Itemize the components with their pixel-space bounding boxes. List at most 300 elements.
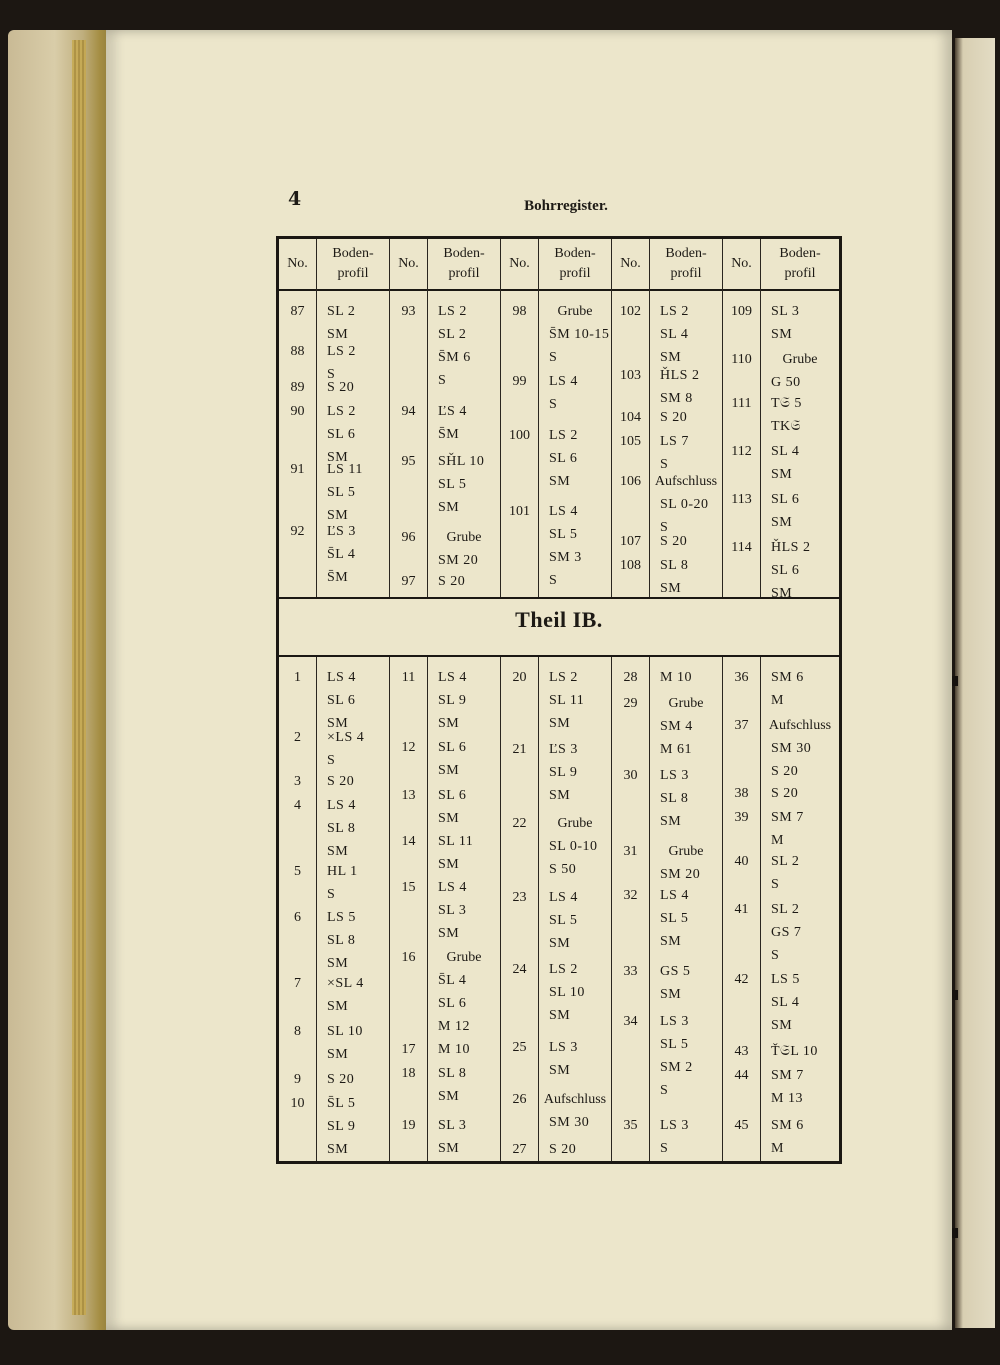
profile-layer: LS 5 (771, 972, 800, 987)
profile-layer: LS 4 (327, 798, 356, 813)
profile-layer: SL 2 (771, 854, 800, 869)
profile-layer: ×SL 4 (327, 976, 364, 991)
profile-layer: SL 5 (660, 911, 689, 926)
profile-layer: LS 2 (327, 344, 356, 359)
profile-layer: S (549, 573, 558, 588)
bore-number: 87 (290, 304, 305, 319)
header-no: No. (279, 239, 316, 291)
no-column-body (390, 291, 427, 597)
profile-layer: SL 3 (438, 903, 467, 918)
profile-layer: SL 3 (438, 1118, 467, 1133)
profile-layer: M 13 (771, 1091, 803, 1106)
profile-column (761, 657, 839, 1161)
profile-layer: M 61 (660, 742, 692, 757)
bore-number: 107 (620, 534, 641, 549)
profile-layer: S̄M (438, 427, 460, 442)
bore-number: 110 (731, 352, 752, 367)
profile-layer: SM 4 (660, 719, 693, 734)
profile-column (428, 657, 501, 1161)
profile-layer: LS 4 (438, 880, 467, 895)
bore-number: 114 (731, 540, 752, 555)
no-column-body (279, 291, 316, 597)
profile-layer: LS 3 (660, 768, 689, 783)
profile-layer: SM (327, 716, 349, 731)
profile-layer: Grube (668, 696, 704, 711)
profile-layer: SM (549, 716, 571, 731)
profile-layer: SM (660, 350, 682, 365)
profile-layer: S 20 (660, 534, 688, 549)
header-profile: Boden- profil (650, 239, 722, 291)
bore-number: 45 (734, 1118, 749, 1133)
no-column (390, 657, 428, 1161)
no-column (279, 239, 317, 597)
scan-mark (952, 1228, 958, 1238)
bore-number: 28 (623, 670, 638, 685)
running-head: Bohrregister. (524, 198, 608, 214)
no-column (501, 239, 539, 597)
profile-layer: LS 2 (660, 304, 689, 319)
profile-layer: GS 5 (660, 964, 691, 979)
header-profile: Boden- profil (761, 239, 839, 291)
profile-layer: T𝔖 5 (771, 396, 802, 411)
profile-layer: SM (660, 987, 682, 1002)
section-title: Theil IB. (515, 607, 603, 632)
bore-number: 7 (294, 976, 301, 991)
bore-number: 104 (620, 410, 641, 425)
no-column-body (723, 657, 760, 1161)
profile-layer: S (549, 397, 558, 412)
profile-layer: SM (327, 999, 349, 1014)
bore-number: 44 (734, 1068, 749, 1083)
profile-layer: SM (660, 814, 682, 829)
profile-column-body (317, 291, 389, 597)
profile-column (650, 239, 723, 597)
profile-layer: S 20 (438, 574, 466, 589)
book-page-edges (8, 30, 112, 1330)
profile-layer: SM (438, 811, 460, 826)
profile-layer: Grube (782, 352, 818, 367)
bore-number: 35 (623, 1118, 638, 1133)
bore-number: 105 (620, 434, 641, 449)
section-divider-top (279, 597, 839, 599)
profile-layer: SM 6 (771, 670, 804, 685)
no-column-body (612, 291, 649, 597)
bore-number: 6 (294, 910, 301, 925)
bore-number: 18 (401, 1066, 416, 1081)
bore-number: 95 (401, 454, 416, 469)
profile-layer: Grube (446, 530, 482, 545)
profile-layer: SL 6 (327, 693, 356, 708)
profile-layer: G 50 (771, 375, 801, 390)
profile-layer: SL 0-20 (660, 497, 709, 512)
profile-layer: S (327, 753, 336, 768)
profile-layer: SL 5 (549, 527, 578, 542)
profile-layer: S (660, 1083, 669, 1098)
bore-number: 20 (512, 670, 527, 685)
profile-column (428, 239, 501, 597)
profile-layer: SL 4 (771, 995, 800, 1010)
profile-column-body (317, 657, 389, 1161)
profile-layer: ȞLS 2 (771, 540, 811, 555)
profile-layer: LS 7 (660, 434, 689, 449)
no-column (612, 239, 650, 597)
profile-layer: SM (327, 327, 349, 342)
profile-column-body (428, 657, 500, 1161)
bore-number: 36 (734, 670, 749, 685)
profile-layer: SM (327, 508, 349, 523)
profile-column-body (650, 657, 722, 1161)
bore-number: 3 (294, 774, 301, 789)
profile-column-body (428, 291, 500, 597)
profile-layer: SM (327, 450, 349, 465)
bore-number: 10 (290, 1096, 305, 1111)
bore-number: 38 (734, 786, 749, 801)
bore-number: 15 (401, 880, 416, 895)
profile-layer: LS 4 (549, 374, 578, 389)
profile-column-body (539, 657, 611, 1161)
profile-layer: M 10 (438, 1042, 470, 1057)
header-no: No. (723, 239, 760, 291)
profile-layer: SM (438, 857, 460, 872)
profile-layer: SL 9 (327, 1119, 356, 1134)
scan-mark (952, 990, 958, 1000)
profile-layer: SM (438, 716, 460, 731)
profile-layer: Grube (668, 844, 704, 859)
header-profile: Boden- profil (317, 239, 389, 291)
profile-layer: ĽS 3 (327, 524, 356, 539)
profile-layer: TK𝔖 (771, 419, 801, 434)
bore-number: 108 (620, 558, 641, 573)
profile-layer: LS 4 (549, 504, 578, 519)
profile-layer: M (771, 693, 784, 708)
profile-layer: S (771, 948, 780, 963)
bore-number: 29 (623, 696, 638, 711)
profile-layer: S (660, 457, 669, 472)
profile-layer: SL 6 (438, 740, 467, 755)
profile-layer: SM (771, 467, 793, 482)
profile-layer: LS 3 (549, 1040, 578, 1055)
bore-number: 94 (401, 404, 416, 419)
profile-layer: SM (549, 1008, 571, 1023)
profile-layer: SL 10 (327, 1024, 363, 1039)
profile-layer: LS 2 (549, 670, 578, 685)
bore-number: 93 (401, 304, 416, 319)
profile-layer: ×LS 4 (327, 730, 365, 745)
bore-number: 22 (512, 816, 527, 831)
profile-layer: Grube (446, 950, 482, 965)
bore-register-table (276, 236, 842, 1164)
profile-layer: SL 5 (327, 485, 356, 500)
profile-layer: LS 5 (327, 910, 356, 925)
profile-layer: SM (438, 500, 460, 515)
bore-number: 97 (401, 574, 416, 589)
bore-number: 19 (401, 1118, 416, 1133)
no-column (390, 239, 428, 597)
bore-number: 109 (731, 304, 752, 319)
profile-layer: SM (549, 788, 571, 803)
profile-layer: SL 4 (771, 444, 800, 459)
bore-number: 12 (401, 740, 416, 755)
header-no: No. (501, 239, 538, 291)
no-column-body (279, 657, 316, 1161)
no-column (612, 657, 650, 1161)
bore-number: 17 (401, 1042, 416, 1057)
profile-layer: SL 6 (771, 492, 800, 507)
profile-layer: SL 8 (660, 558, 689, 573)
bore-number: 5 (294, 864, 301, 879)
bore-number: 9 (294, 1072, 301, 1087)
profile-layer: SM (549, 1063, 571, 1078)
profile-layer: SL 8 (327, 933, 356, 948)
profile-column (650, 657, 723, 1161)
profile-layer: SM (327, 844, 349, 859)
bore-number: 106 (620, 474, 641, 489)
bore-number: 42 (734, 972, 749, 987)
profile-column-body (761, 657, 839, 1161)
bore-number: 41 (734, 902, 749, 917)
profile-layer: M 10 (660, 670, 692, 685)
profile-layer: S 20 (327, 380, 355, 395)
bore-number: 88 (290, 344, 305, 359)
profile-layer: Grube (557, 304, 593, 319)
bore-number: 99 (512, 374, 527, 389)
profile-layer: SL 4 (660, 327, 689, 342)
bore-number: 92 (290, 524, 305, 539)
profile-layer: S 20 (771, 786, 799, 801)
profile-layer: SM (771, 515, 793, 530)
profile-layer: M (771, 833, 784, 848)
no-column (723, 239, 761, 597)
profile-layer: Ť𝔖L 10 (771, 1044, 818, 1059)
profile-layer: SM 3 (549, 550, 582, 565)
profile-layer: S̄M (327, 570, 349, 585)
no-column-body (390, 657, 427, 1161)
profile-layer: SM 8 (660, 391, 693, 406)
profile-layer: LS 4 (327, 670, 356, 685)
profile-layer: LS 2 (549, 962, 578, 977)
profile-layer: LS 2 (327, 404, 356, 419)
bore-number: 32 (623, 888, 638, 903)
profile-layer: ĽS 3 (549, 742, 578, 757)
profile-layer: M 12 (438, 1019, 470, 1034)
profile-layer: S̄L 4 (327, 547, 356, 562)
profile-layer: SL 5 (549, 913, 578, 928)
no-column-body (501, 291, 538, 597)
profile-layer: S 20 (660, 410, 688, 425)
profile-layer: S̄M 10-15 (549, 327, 610, 342)
profile-column-body (539, 291, 611, 597)
profile-layer: SL 6 (327, 427, 356, 442)
profile-layer: SM 7 (771, 810, 804, 825)
profile-layer: HL 1 (327, 864, 358, 879)
profile-layer: ĽS 4 (438, 404, 467, 419)
bore-number: 96 (401, 530, 416, 545)
no-column-body (723, 291, 760, 597)
profile-layer: LS 4 (438, 670, 467, 685)
profile-layer: Aufschluss (768, 718, 832, 733)
profile-layer: S 50 (549, 862, 577, 877)
profile-layer: LS 2 (549, 428, 578, 443)
no-column-body (612, 657, 649, 1161)
profile-column (539, 657, 612, 1161)
profile-layer: SL 0-10 (549, 839, 598, 854)
profile-layer: SL 10 (549, 985, 585, 1000)
header-profile: Boden- profil (428, 239, 500, 291)
profile-layer: SM (660, 581, 682, 596)
profile-layer: LS 3 (660, 1014, 689, 1029)
profile-column (317, 239, 390, 597)
profile-layer: S (327, 887, 336, 902)
profile-layer: S 20 (327, 774, 355, 789)
profile-layer: S̄L 5 (327, 1096, 356, 1111)
profile-layer: SL 9 (438, 693, 467, 708)
bore-number: 8 (294, 1024, 301, 1039)
bore-number: 89 (290, 380, 305, 395)
bore-number: 112 (731, 444, 752, 459)
profile-layer: SM (438, 1089, 460, 1104)
profile-column (317, 657, 390, 1161)
bore-number: 30 (623, 768, 638, 783)
profile-layer: LS 4 (660, 888, 689, 903)
bore-number: 33 (623, 964, 638, 979)
profile-layer: GS 7 (771, 925, 802, 940)
profile-layer: Grube (557, 816, 593, 831)
profile-layer: SL 6 (438, 788, 467, 803)
profile-layer: S (660, 1141, 669, 1156)
bore-number: 98 (512, 304, 527, 319)
profile-layer: SL 3 (771, 304, 800, 319)
profile-layer: S (438, 373, 447, 388)
page-number: 4 (288, 188, 302, 210)
bore-number: 102 (620, 304, 641, 319)
profile-layer: SM 7 (771, 1068, 804, 1083)
profile-layer: S 20 (327, 1072, 355, 1087)
bore-number: 39 (734, 810, 749, 825)
profile-layer: SȞL 10 (438, 454, 485, 469)
profile-layer: S̄L 4 (438, 973, 467, 988)
profile-layer: SM (438, 926, 460, 941)
bore-number: 100 (509, 428, 530, 443)
facing-page-edge (955, 38, 995, 1328)
profile-layer: SM 6 (771, 1118, 804, 1133)
profile-layer: SL 8 (327, 821, 356, 836)
profile-layer: LS 3 (660, 1118, 689, 1133)
bore-number: 31 (623, 844, 638, 859)
bore-number: 2 (294, 730, 301, 745)
no-column (279, 657, 317, 1161)
profile-layer: SL 2 (771, 902, 800, 917)
profile-layer: SL 2 (438, 327, 467, 342)
profile-layer: Aufschluss (654, 474, 718, 489)
bore-number: 91 (290, 462, 305, 477)
bore-number: 27 (512, 1142, 527, 1157)
bore-number: 21 (512, 742, 527, 757)
profile-layer: SM 30 (549, 1115, 590, 1130)
bore-number: 103 (620, 368, 641, 383)
bore-number: 16 (401, 950, 416, 965)
bore-number: 113 (731, 492, 752, 507)
profile-column (539, 239, 612, 597)
profile-layer: SL 2 (327, 304, 356, 319)
bore-number: 11 (401, 670, 416, 685)
profile-layer: SL 11 (549, 693, 585, 708)
bore-number: 23 (512, 890, 527, 905)
bore-number: 37 (734, 718, 749, 733)
bore-number: 24 (512, 962, 527, 977)
profile-column-body (761, 291, 839, 601)
profile-layer: S 20 (549, 1142, 577, 1157)
profile-layer: SL 6 (438, 996, 467, 1011)
profile-layer: ȞLS 2 (660, 368, 700, 383)
header-profile: Boden- profil (539, 239, 611, 291)
header-no: No. (390, 239, 427, 291)
profile-layer: SM (549, 474, 571, 489)
no-column (501, 657, 539, 1161)
bore-number: 26 (512, 1092, 527, 1107)
profile-layer: SM (771, 586, 793, 601)
profile-layer: SL 6 (549, 451, 578, 466)
profile-layer: SM (660, 934, 682, 949)
profile-layer: SM (771, 1018, 793, 1033)
bore-number: 90 (290, 404, 305, 419)
profile-column (761, 239, 839, 601)
bore-number: 40 (734, 854, 749, 869)
profile-layer: SM 20 (660, 867, 701, 882)
profile-layer: SL 5 (660, 1037, 689, 1052)
profile-layer: S̄M 6 (438, 350, 471, 365)
profile-layer: LS 11 (327, 462, 363, 477)
profile-layer: LS 2 (438, 304, 467, 319)
register-section-bottom (279, 657, 839, 1161)
profile-layer: S 20 (771, 764, 799, 779)
profile-layer: SM (327, 1142, 349, 1157)
bore-number: 13 (401, 788, 416, 803)
profile-layer: S (771, 877, 780, 892)
no-column-body (501, 657, 538, 1161)
profile-layer: SM 30 (771, 741, 812, 756)
profile-layer: SL 8 (660, 791, 689, 806)
profile-layer: Aufschluss (543, 1092, 607, 1107)
profile-layer: SL 5 (438, 477, 467, 492)
bore-number: 111 (731, 396, 752, 411)
bore-number: 25 (512, 1040, 527, 1055)
bore-number: 101 (509, 504, 530, 519)
header-no: No. (612, 239, 649, 291)
profile-layer: SL 8 (438, 1066, 467, 1081)
profile-layer: SM (327, 1047, 349, 1062)
profile-layer: S (549, 350, 558, 365)
profile-layer: LS 4 (549, 890, 578, 905)
profile-layer: SM (327, 956, 349, 971)
profile-layer: SM (438, 1141, 460, 1156)
profile-layer: SL 11 (438, 834, 474, 849)
bore-number: 1 (294, 670, 301, 685)
bore-number: 14 (401, 834, 416, 849)
profile-layer: SM 20 (438, 553, 479, 568)
profile-layer: SM (549, 936, 571, 951)
bore-number: 43 (734, 1044, 749, 1059)
no-column (723, 657, 761, 1161)
register-section-top (279, 239, 839, 601)
profile-layer: SM 2 (660, 1060, 693, 1075)
profile-layer: SM (771, 327, 793, 342)
bore-number: 4 (294, 798, 301, 813)
profile-column-body (650, 291, 722, 597)
profile-layer: S (660, 520, 669, 535)
profile-layer: SM (438, 763, 460, 778)
bore-number: 34 (623, 1014, 638, 1029)
profile-layer: S (327, 367, 336, 382)
